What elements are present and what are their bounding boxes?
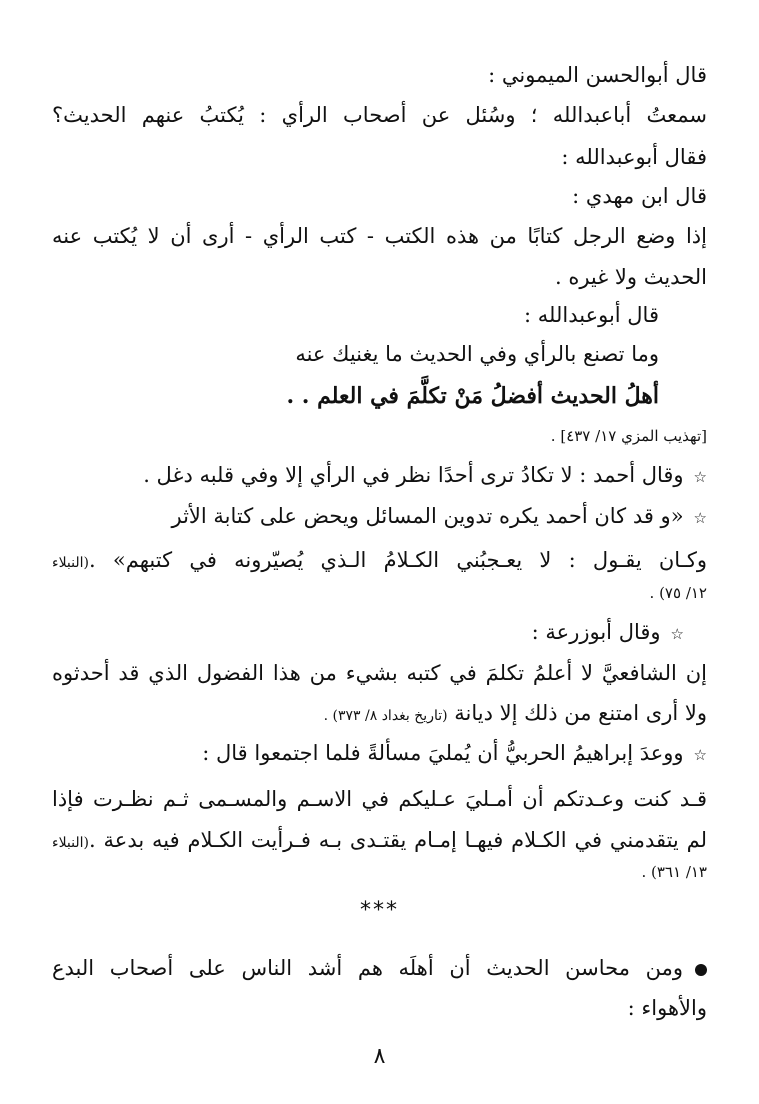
text-line: ☆وقال أبوزرعة : xyxy=(531,620,684,644)
text-line: إذا وضع الرجل كتابًا من هذه الكتب - كتب الرأي - أرى أن لا يُكتب عنه xyxy=(52,224,707,248)
text-line: ☆وقال أحمد : لا تكادُ ترى أحدًا نظر في الرأي إلا وفي قلبه دغل . xyxy=(143,463,707,487)
text-line: لم يتقدمني في الكـلام فيهـا إمـام يقتـدى بـه فـرأيت الكـلام فيه بدعة .(النبلاء xyxy=(52,828,707,852)
text-line: إن الشافعيَّ لا أعلمُ تكلمَ في كتبه بشيء من هذا الفضول الذي قد أحدثوه xyxy=(52,661,707,685)
text-line: ☆ووعدَ إبراهيمُ الحربيُّ أن يُمليَ مسألةً فلما اجتمعوا قال : xyxy=(202,741,707,765)
text-line: قـد كنت وعـدتكم أن أمـليَ عـليكم في الاسـم والمسـمى ثـم نظـرت فإذا xyxy=(52,787,707,811)
star-icon: ☆ xyxy=(693,468,707,486)
text-line: والأهواء : xyxy=(627,996,707,1020)
text-line: وما تصنع بالرأي وفي الحديث ما يغنيك عنه xyxy=(295,342,659,366)
text-line: ومن محاسن الحديث أن أهلَه هم أشد الناس على أصحاب البدع xyxy=(52,953,707,983)
quote-line: أهلُ الحديث أفضلُ مَنْ تكلَّمَ في العلم . . xyxy=(286,383,659,409)
text-line: ☆«و قد كان أحمد يكره تدوين المسائل ويحض على كتابة الأثر xyxy=(171,504,707,528)
text-line: ولا أرى امتنع من ذلك إلا ديانة (تاريخ بغداد ٨/ ٣٧٣) . xyxy=(323,701,707,725)
text-line: قال ابن مهدي : xyxy=(572,184,707,208)
section-divider: *** xyxy=(360,898,399,923)
reference-line: [تهذيب المزي ١٧/ ٤٣٧] . xyxy=(550,427,707,445)
text-line: الحديث ولا غيره . xyxy=(554,265,707,289)
text-line: قال أبوعبدالله : xyxy=(524,303,659,327)
text-line: قال أبوالحسن الميموني : xyxy=(488,63,707,87)
reference-line: ١٣/ ٣٦١) . xyxy=(641,863,707,881)
bullet-icon xyxy=(695,964,707,976)
star-icon: ☆ xyxy=(693,746,707,764)
page-number: ٨ xyxy=(373,1044,386,1069)
star-icon: ☆ xyxy=(693,509,707,527)
text-line: سمعتُ أباعبدالله ؛ وسُئل عن أصحاب الرأي : يُكتبُ عنهم الحديث؟ xyxy=(52,103,707,127)
reference-line: ١٢/ ٧٥) . xyxy=(649,584,707,602)
text-line: فقال أبوعبدالله : xyxy=(561,145,707,169)
star-icon: ☆ xyxy=(670,625,684,643)
text-line: وكـان يقـول : لا يعـجبُني الكـلامُ الـذي يُصيّرونه في كتبهم» .(النبلاء xyxy=(52,548,707,572)
